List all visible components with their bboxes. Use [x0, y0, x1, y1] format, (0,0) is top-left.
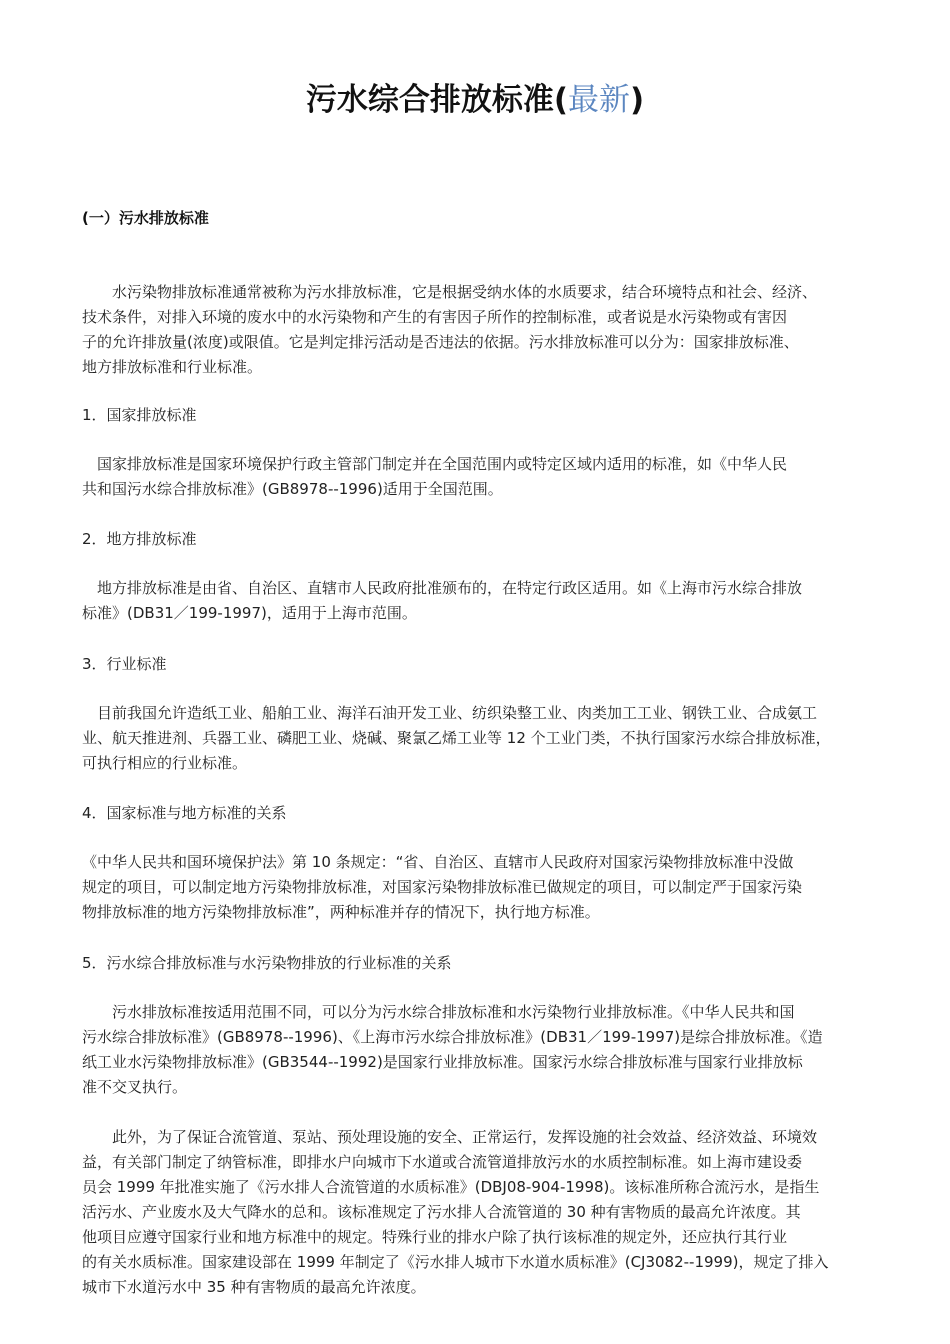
paragraph-line: 国家排放标准是国家环境保护行政主管部门制定并在全国范围内或特定区域内适用的标准，如《中华人民	[82, 455, 788, 473]
paragraph-line: 《中华人民共和国环境保护法》第 10 条规定：“省、自治区、直辖市人民政府对国家污染物排放标准中没做	[82, 853, 794, 871]
paragraph-line: 城市下水道污水中 35 种有害物质的最高允许浓度。	[82, 1278, 426, 1296]
paragraph-intro	[82, 280, 882, 380]
paragraph-line: 的有关水质标准。国家建设部在 1999 年制定了《污水排人城市下水道水质标准》(CJ3082--1999)，规定了排入	[82, 1253, 829, 1271]
paragraph-relationship	[82, 850, 882, 925]
paragraph-line: 地方排放标准和行业标准。	[82, 358, 263, 376]
paragraph-line: 业、航天推进剂、兵器工业、磷肥工业、烧碱、聚氯乙烯工业等 12 个工业门类，不执行国家污水综合排放标准，	[82, 729, 831, 747]
subheading-national: 1．国家排放标准	[82, 406, 197, 424]
paragraph-line: 纸工业水污染物排放标准》(GB3544--1992)是国家行业排放标准。国家污水综合排放标准与国家行业排放标	[82, 1053, 803, 1071]
paragraph-line: 准不交叉执行。	[82, 1078, 188, 1096]
paragraph-line: 此外，为了保证合流管道、泵站、预处理设施的安全、正常运行，发挥设施的社会效益、经济效益、环境效	[82, 1128, 818, 1146]
paragraph-line: 子的允许排放量(浓度)或限值。它是判定排污活动是否违法的依据。污水排放标准可以分为：国家排放标准、	[82, 333, 799, 351]
paragraph-comprehensive-vs-industry	[82, 1000, 882, 1100]
title-accent: 最新	[568, 82, 630, 118]
paragraph-line: 污水排放标准按适用范围不同，可以分为污水综合排放标准和水污染物行业排放标准。《中华人民共和国	[82, 1003, 795, 1021]
title-main: 污水综合排放标准(	[305, 82, 568, 118]
paragraph-line: 员会 1999 年批准实施了《污水排人合流管道的水质标准》(DBJ08-904-1998)。该标准所称合流污水，是指生	[82, 1178, 820, 1196]
paragraph-line: 技术条件，对排入环境的废水中的水污染物和产生的有害因子所作的控制标准，或者说是水污染物或有害因	[82, 308, 788, 326]
subheading-relationship: 4．国家标准与地方标准的关系	[82, 804, 287, 822]
paragraph-line: 物排放标准的地方污染物排放标准”，两种标准并存的情况下，执行地方标准。	[82, 903, 600, 921]
paragraph-line: 益，有关部门制定了纳管标准，即排水户向城市下水道或合流管道排放污水的水质控制标准。如上海市建设委	[82, 1153, 803, 1171]
paragraph-line: 目前我国允许造纸工业、船舶工业、海洋石油开发工业、纺织染整工业、肉类加工工业、钢铁工业、合成氨工	[82, 704, 818, 722]
paragraph-line: 共和国污水综合排放标准》(GB8978--1996)适用于全国范围。	[82, 480, 503, 498]
paragraph-line: 地方排放标准是由省、自治区、直辖市人民政府批准颁布的，在特定行政区适用。如《上海市污水综合排放	[82, 579, 803, 597]
title-close: )	[630, 82, 645, 118]
subheading-comprehensive-vs-industry: 5．污水综合排放标准与水污染物排放的行业标准的关系	[82, 954, 452, 972]
document-title	[0, 78, 950, 122]
paragraph-line: 可执行相应的行业标准。	[82, 754, 248, 772]
subheading-industry: 3．行业标准	[82, 655, 167, 673]
paragraph-line: 标准》(DB31／199-1997)，适用于上海市范围。	[82, 604, 417, 622]
subheading-local: 2．地方排放标准	[82, 530, 197, 548]
paragraph-line: 他项目应遵守国家行业和地方标准中的规定。特殊行业的排水户除了执行该标准的规定外，还应执行其行业	[82, 1228, 788, 1246]
paragraph-industry	[82, 701, 882, 776]
paragraph-line: 活污水、产业废水及大气降水的总和。该标准规定了污水排人合流管道的 30 种有害物质的最高允许浓度。其	[82, 1203, 801, 1221]
paragraph-local	[82, 576, 882, 626]
paragraph-line: 规定的项目，可以制定地方污染物排放标准，对国家污染物排放标准已做规定的项目，可以制定严于国家污染	[82, 878, 803, 896]
section-heading: (一）污水排放标准	[82, 209, 209, 227]
paragraph-national	[82, 452, 882, 502]
paragraph-line: 污水综合排放标准》(GB8978--1996)、《上海市污水综合排放标准》(DB31／199-1997)是综合排放标准。《造	[82, 1028, 823, 1046]
paragraph-line: 水污染物排放标准通常被称为污水排放标准，它是根据受纳水体的水质要求，结合环境特点和社会、经济、	[82, 283, 818, 301]
paragraph-discharge-standard	[82, 1125, 882, 1300]
